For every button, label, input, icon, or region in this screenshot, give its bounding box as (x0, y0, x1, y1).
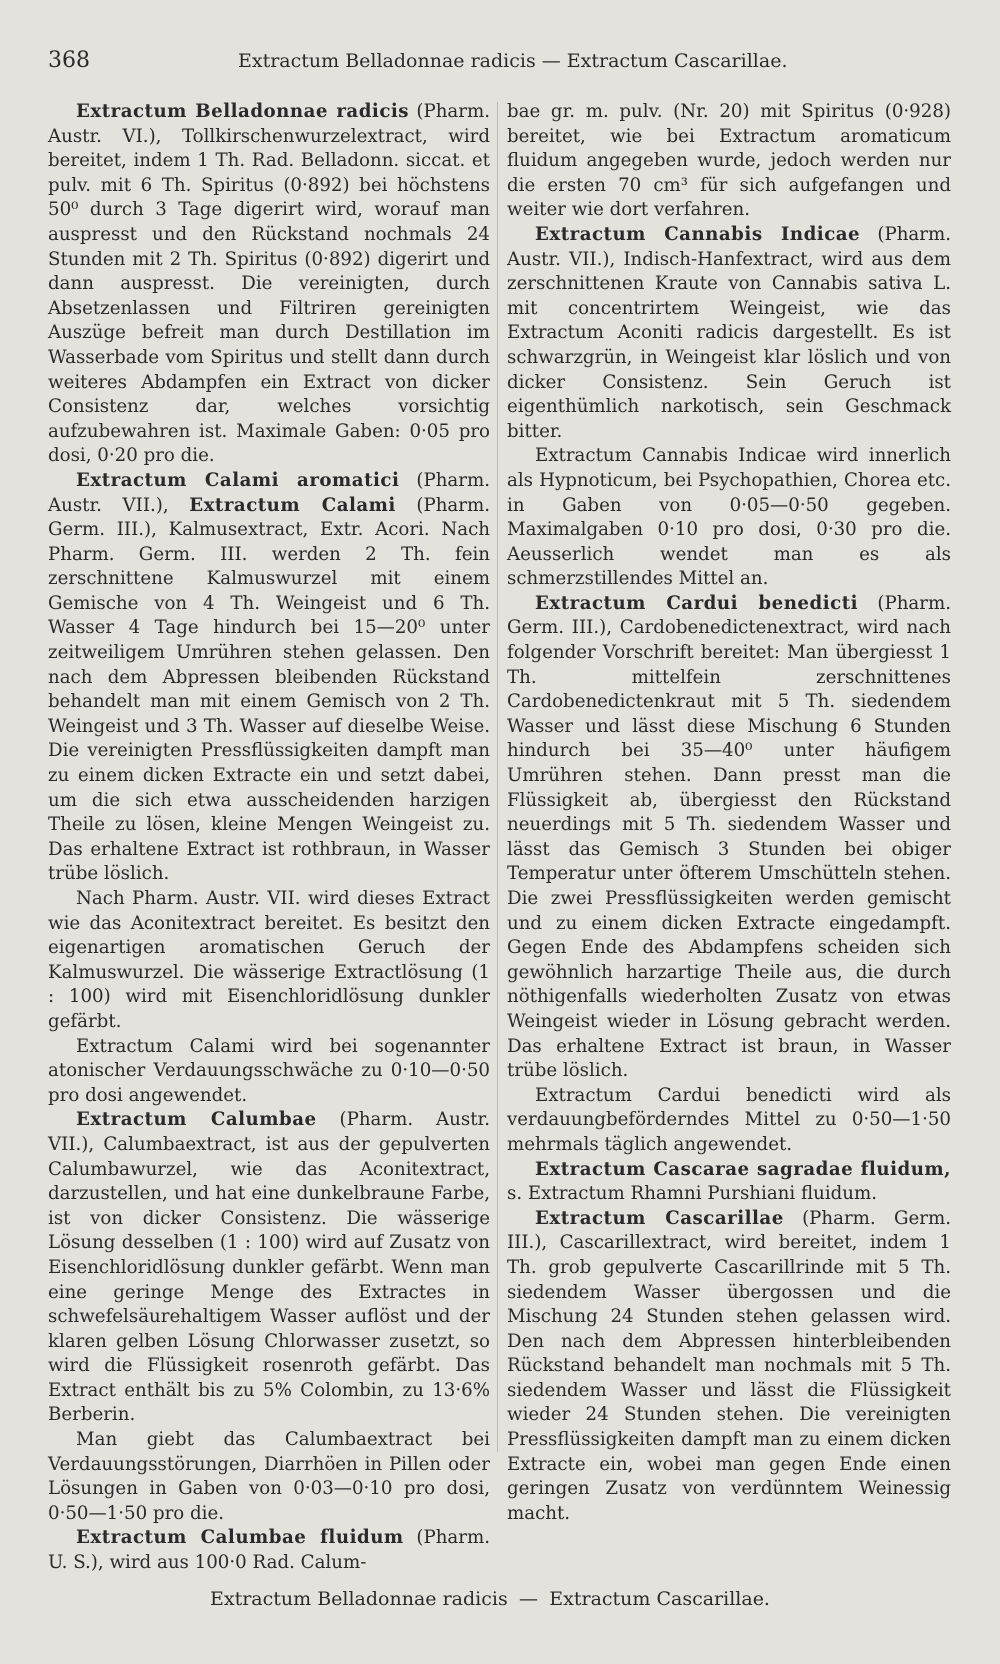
paragraph: Extractum Calami wird bei sogenannter atonischer Verdauungsschwäche zu 0·10—0·50 pro dosi angewendet. (48, 1035, 490, 1106)
page-number: 368 (48, 48, 90, 73)
entry-cardui (507, 592, 951, 1084)
entry-term: Extractum Cardui benedicti (535, 592, 859, 614)
entry-text: (Pharm. Germ. III.), Kalmusextract, Extr. Acori. Nach Pharm. Germ. III. werden 2 Th. fein zerschnittene Kalmuswurzel mit einem Gemische von 4 Th. Weingeist und 6 Th. Wasser 4 Tage hindurch bei 15—20⁰ unter zeitweiligem Umrühren stehen gelassen. Den nach dem Abpressen bleibenden Rückstand behandelt man mit einem Gemisch von 2 Th. Weingeist und 3 Th. Wasser auf dieselbe Weise. Die vereinigten Pressflüssigkeiten dampft man zu einem dicken Extracte ein und setzt dabei, um die sich etwa ausscheidenden harzigen Theile zu lösen, kleine Mengen Weingeist zu. Das erhaltene Extract ist rothbraun, in Wasser trübe löslich. (48, 494, 490, 885)
paragraph: Man giebt das Calumbaextract bei Verdauungsstörungen, Diarrhöen in Pillen oder Lösungen in Gaben von 0·03—0·10 pro dosi, 0·50—1·50 pro die. (48, 1429, 490, 1524)
entry-text: (Pharm. Germ. III.), Cascarillextract, wird bereitet, indem 1 Th. grob gepulverte Cascarillrinde mit 5 Th. siedendem Wasser übergossen und die Mischung 24 Stunden stehen gelassen wird. Den nach dem Abpressen hinterbleibenden Rückstand behandelt man nochmals mit 5 Th. siedendem Wasser und lässt die Flüssigkeit wieder 24 Stunden stehen. Die vereinigten Pressflüssigkeiten dampft man zu einem dicken Extracte ein, wobei man gegen Ende einen geringen Zusatz von verdünntem Weinessig macht. (507, 1207, 951, 1524)
entry-term: Extractum Cascarae sagradae fluidum, (535, 1158, 951, 1180)
footer-left: Extractum Belladonnae radicis (210, 1588, 508, 1610)
entry-term: Extractum Calami aromatici (76, 469, 400, 491)
entry-text: (Pharm. Germ. III.), Cardobenedictenextract, wird nach folgender Vorschrift bereitet: Man übergiesst 1 Th. mittelfein zerschnittenes Cardobenedictenkraut mit 5 Th. siedendem Wasser und lässt diese Mischung 6 Stunden hindurch bei 35—40⁰ unter häufigem Umrühren stehen. Dann presst man die Flüssigkeit ab, übergiesst den Rückstand neuerdings mit 5 Th. siedendem Wasser und lässt das Gemisch 3 Stunden bei obiger Temperatur unter öfterem Umschütteln stehen. Die zwei Pressflüssigkeiten werden gemischt und zu einem dicken Extracte eingedampft. Gegen Ende des Abdampfens scheiden sich gewöhnlich harzartige Theile aus, die durch nöthigenfalls wiederholten Zusatz von etwas Weingeist wieder in Lösung gebracht werden. Das erhaltene Extract ist braun, in Wasser trübe löslich. (507, 592, 951, 1082)
footer-right: Extractum Cascarillae. (549, 1588, 770, 1610)
right-column (507, 100, 951, 1526)
paragraph-continued: bae gr. m. pulv. (Nr. 20) mit Spiritus (0·928) bereitet, wie bei Extractum aromaticum fluidum angegeben wurde, jedoch werden nur die ersten 70 cm³ für sich aufgefangen und weiter wie dort verfahren. (507, 101, 951, 221)
column-divider (497, 102, 498, 1452)
footer-dash: — (518, 1588, 538, 1610)
entry-text: s. Extractum Rhamni Purshiani fluidum. (507, 1183, 878, 1205)
page-header (48, 48, 960, 88)
entry-term: Extractum Calumbae (76, 1109, 317, 1131)
entry-pharm: (Pharm. Austr. VII.), (48, 469, 490, 516)
entry-calumbae (48, 1108, 490, 1428)
entry-cascarillae (507, 1207, 951, 1527)
entry-term: Extractum Belladonnae radicis (76, 101, 410, 122)
paragraph: Extractum Cardui benedicti wird als verdauungbeförderndes Mittel zu 0·50—1·50 mehrmals täglich angewendet. (507, 1084, 951, 1155)
entry-text: (Pharm. Austr. VII.), Indisch-Hanfextract, wird aus dem zerschnittenen Kraute von Cannabis sativa L. mit concentrirtem Weingeist, wie das Extractum Aconiti radicis dargestellt. Es ist schwarzgrün, in Weingeist klar löslich und von dicker Consistenz. Sein Geruch ist eigenthümlich narkotisch, sein Geschmack bitter. (507, 223, 951, 442)
entry-cannabis (507, 223, 951, 444)
entry-term: Extractum Cascarillae (535, 1207, 784, 1229)
entry-calami (48, 469, 490, 887)
entry-text: (Pharm. Austr. VI.), Tollkirschenwurzelextract, wird bereitet, indem 1 Th. Rad. Belladonn. siccat. et pulv. mit 6 Th. Spiritus (0·892) bei höchstens 50⁰ durch 3 Tage digerirt wird, worauf man auspresst und den Rückstand nochmals 24 Stunden mit 2 Th. Spiritus (0·892) digerirt und dann auspresst. Die vereinigten, durch Absetzenlassen und Filtriren gereinigten Auszüge befreit man durch Destillation im Wasserbade vom Spiritus und stellt dann durch weiteres Abdampfen ein Extract von dicker Consistenz dar, welches vorsichtig aufzubewahren ist. Maximale Gaben: 0·05 pro dosi, 0·20 pro die. (48, 101, 490, 467)
left-column (48, 100, 490, 1576)
entry-term: Extractum Calumbae fluidum (76, 1527, 404, 1549)
entry-belladonna (48, 100, 490, 469)
page-footer (210, 1588, 770, 1610)
entry-term: Extractum Cannabis Indicae (535, 223, 861, 245)
entry-text: (Pharm. Austr. VII.), Calumbaextract, ist aus der gepulverten Calumbawurzel, wie das Aconitextract, darzustellen, und hat eine dunkelbraune Farbe, ist von dicker Consistenz. Die wässerige Lösung desselben (1 : 100) wird auf Zusatz von Eisenchloridlösung dunkler gefärbt. Wenn man eine geringe Menge des Extractes in schwefelsäurehaltigem Wasser auflöst und der klaren gelben Lösung Chlorwasser zusetzt, so wird die Flüssigkeit rosenroth gefärbt. Das Extract enthält bis zu 5% Colombin, zu 13·6% Berberin. (48, 1109, 490, 1426)
running-head: Extractum Belladonnae radicis — Extractum Cascarillae. (238, 50, 788, 72)
paragraph: Nach Pharm. Austr. VII. wird dieses Extract wie das Aconitextract bereitet. Es besitzt den eigenartigen aromatischen Geruch der Kalmuswurzel. Die wässerige Extractlösung (1 : 100) wird mit Eisenchloridlösung dunkler gefärbt. (48, 888, 490, 1032)
entry-cascarae (507, 1158, 951, 1207)
entry-calumbae-fluidum (48, 1526, 490, 1575)
entry-text: (Pharm. U. S.), wird aus 100·0 Rad. Calum- (48, 1527, 490, 1574)
entry-term-alt: Extractum Calami (189, 494, 396, 516)
paragraph: Extractum Cannabis Indicae wird innerlich als Hypnoticum, bei Psychopathien, Chorea etc. in Gaben von 0·05—0·50 gegeben. Maximalgaben 0·10 pro dosi, 0·30 pro die. Aeusserlich wendet man es als schmerzstillendes Mittel an. (507, 445, 951, 590)
